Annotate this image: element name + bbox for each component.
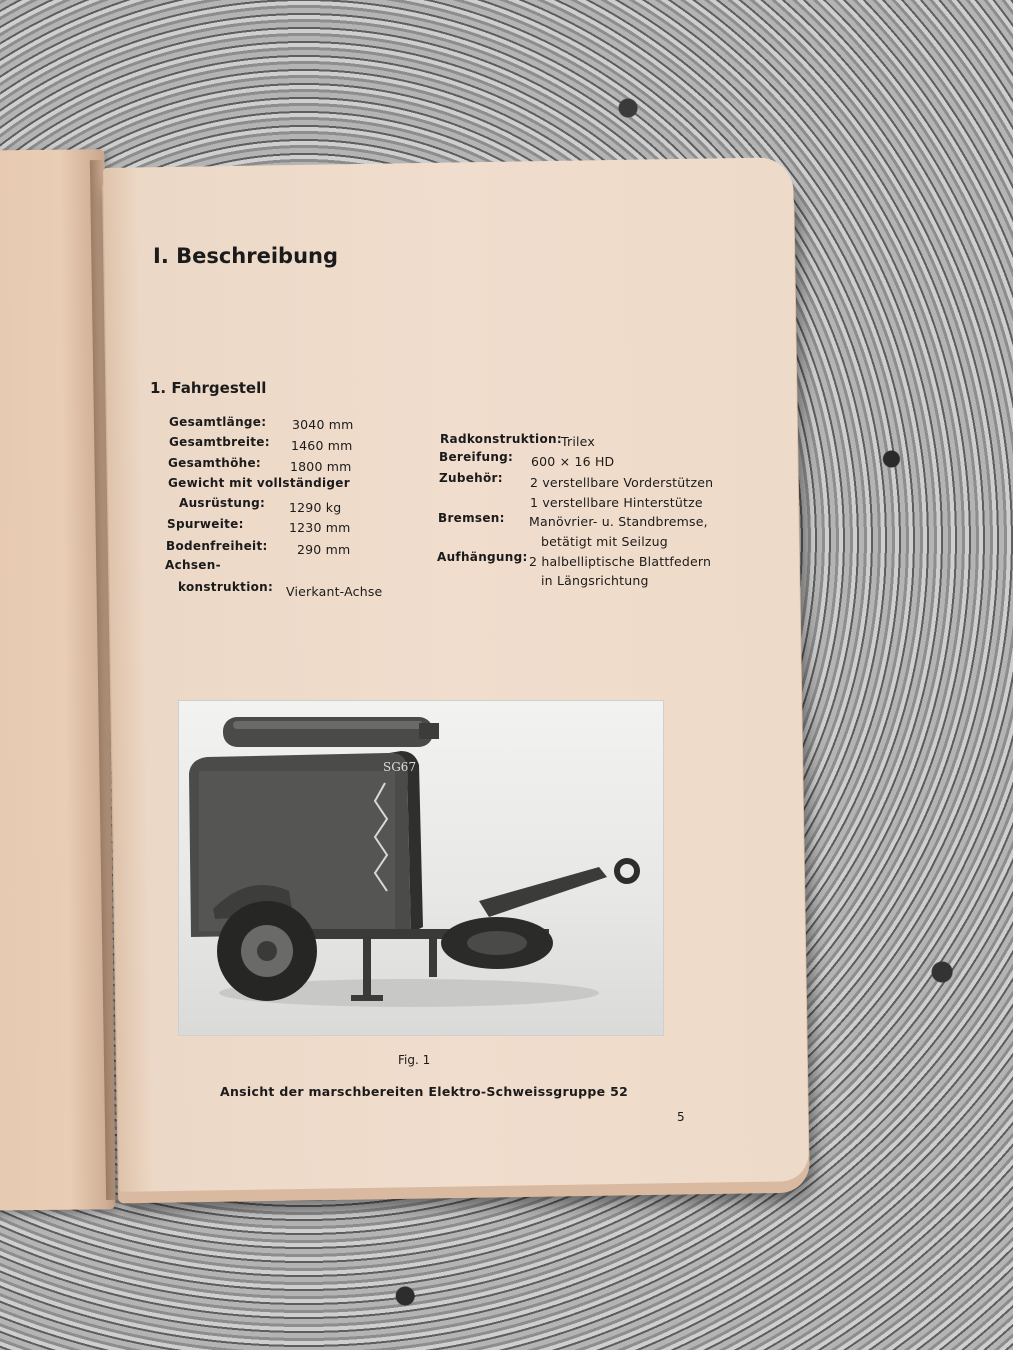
figure-caption: Ansicht der marschbereiten Elektro-Schweissgruppe 52 [220, 1084, 629, 1099]
spec-value: 2 verstellbare Vorderstützen [530, 475, 714, 490]
spec-value: 1800 mm [290, 459, 352, 474]
spec-label: Achsen- [165, 558, 221, 572]
spec-label: Radkonstruktion: [440, 432, 562, 446]
plate-text: SG67 [383, 760, 417, 774]
spec-value: Vierkant-Achse [286, 584, 383, 599]
spec-label: Ausrüstung: [179, 496, 266, 510]
spec-value: 290 mm [297, 542, 351, 557]
figure-label: Fig. 1 [398, 1053, 431, 1067]
page-heading: I. Beschreibung [153, 244, 339, 268]
spec-label: Spurweite: [167, 517, 244, 531]
spec-value: 1460 mm [291, 438, 353, 453]
section-title: 1. Fahrgestell [150, 379, 267, 397]
spec-value: 2 halbelliptische Blattfedern [529, 554, 712, 569]
spec-value: 3040 mm [292, 417, 354, 432]
spec-value: 1230 mm [289, 520, 351, 535]
spec-label: Gesamtbreite: [169, 435, 270, 449]
spec-label: Bodenfreiheit: [166, 539, 268, 553]
figure-photo [178, 700, 664, 1036]
spec-value: betätigt mit Seilzug [541, 534, 668, 549]
spec-label: Aufhängung: [437, 550, 528, 564]
spec-label: Zubehör: [439, 471, 503, 485]
spec-value: Manövrier- u. Standbremse, [529, 514, 708, 529]
page-number: 5 [677, 1110, 685, 1124]
spec-label: Gesamtlänge: [169, 415, 267, 429]
spec-value: in Längsrichtung [541, 573, 649, 588]
spec-label: konstruktion: [178, 580, 274, 594]
spec-label: Bereifung: [439, 450, 514, 464]
spec-value: Trilex [561, 434, 595, 449]
spec-value: 1 verstellbare Hinterstütze [530, 495, 703, 510]
spec-label: Gewicht mit vollständiger [168, 476, 350, 490]
spec-value: 600 × 16 HD [531, 454, 615, 469]
welding-trailer-illustration [179, 701, 663, 1035]
spec-value: 1290 kg [289, 500, 342, 515]
spec-label: Bremsen: [438, 511, 505, 525]
spec-label: Gesamthöhe: [168, 456, 262, 470]
